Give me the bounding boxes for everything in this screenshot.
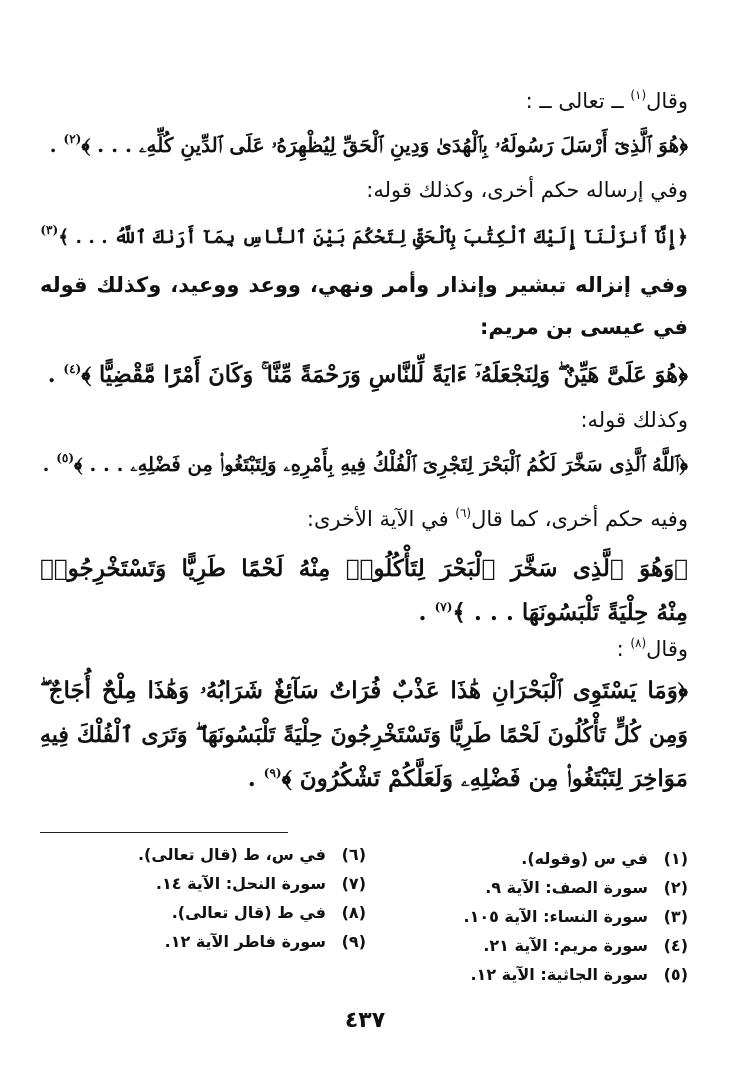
footnote-8: (٨)في ط (قال تعالى). xyxy=(171,903,366,922)
quran-verse-1: ﴿هُوَ ٱلَّذِىٓ أَرْسَلَ رَسُولَهُۥ بِٱلْهُدَىٰ وَدِينِ ٱلْحَقِّ لِيُظْهِرَهُۥ عَلَى ٱلدِّينِ كُلِّهِۦ . . . ﴾$^{(٢)}$ . xyxy=(49,132,688,157)
text-line-4: في عيسى بن مريم: xyxy=(479,315,688,339)
footnotes-right-column xyxy=(438,844,688,989)
text-line-5: وكذلك قوله: xyxy=(580,408,688,432)
text-line-6: وفيه حكم أخرى، كما قال$^{(٦)}$ في الآية الأخرى: xyxy=(306,506,688,531)
footnote-7: (٧)سورة النحل: الآية ١٤. xyxy=(155,874,366,893)
footnote-4: (٤)سورة مريم: الآية ٢١. xyxy=(483,936,688,955)
footnote-3: (٣)سورة النساء: الآية ١٠٥. xyxy=(463,907,688,926)
quran-verse-2: ﴿إِنَّآ أَنزَلْنَآ إِلَيْكَ ٱلْكِتَٰبَ بِٱلْحَقِّ لِتَحْكُمَ بَيْنَ ٱلنَّاسِ بِمَآ أَرَىٰكَ ٱللَّهُ . . . ﴾$^{(٣)}$ xyxy=(40,223,688,248)
quran-verse-3: ﴿هُوَ عَلَىَّ هَيِّنٌ ۖ وَلِنَجْعَلَهُۥٓ ءَايَةً لِّلنَّاسِ وَرَحْمَةً مِّنَّا ۚ وَكَانَ أَمْرًا مَّقْضِيًّا ﴾$^{(٤)}$ . xyxy=(47,362,688,388)
footnote-5: (٥)سورة الجاثية: الآية ١٢. xyxy=(470,965,688,984)
text-line-3: وفي إنزاله تبشير وإنذار وأمر ونهي، ووعد ووعيد، وكذلك قوله xyxy=(40,273,688,297)
text-line-7: وقال$^{(٨)}$ : xyxy=(616,636,688,661)
footnote-2: (٢)سورة الصف: الآية ٩. xyxy=(485,878,688,897)
page-number: ٤٣٧ xyxy=(344,1008,386,1033)
quran-verse-4: ﴿ٱللَّهُ ٱلَّذِى سَخَّرَ لَكُمُ ٱلْبَحْرَ لِتَجْرِىَ ٱلْفُلْكُ فِيهِ بِأَمْرِهِۦ وَلِتَبْتَغُوا۟ مِن فَضْلِهِۦ . . . ﴾$^{(٥)}$ . xyxy=(42,451,688,476)
text-line-1: وقال$^{(١)}$ ــ تعالى ــ : xyxy=(525,88,688,113)
quran-verse-5a: ﴿وَهُوَ ٱلَّذِى سَخَّرَ ٱلْبَحْرَ لِتَأْكُلُوا۟ مِنْهُ لَحْمًا طَرِيًّا وَتَسْتَخْرِجُوا۟ xyxy=(40,555,688,582)
footnote-1: (١)في س (وقوله). xyxy=(521,849,688,868)
footnote-6: (٦)في س، ط (قال تعالى). xyxy=(137,845,366,864)
quran-verse-5b: مِنْهُ حِلْيَةً تَلْبَسُونَهَا . . . ﴾$^{(٧)}$ . xyxy=(418,599,688,626)
quran-verse-6a: ﴿وَمَا يَسْتَوِى ٱلْبَحْرَانِ هَٰذَا عَذْبٌ فُرَاتٌ سَآئِغٌ شَرَابُهُۥ وَهَٰذَا مِلْحٌ أُجَاجٌ ۖ xyxy=(40,677,688,704)
footnotes-left-column xyxy=(126,840,366,956)
quran-verse-6c: مَوَاخِرَ لِتَبْتَغُوا۟ مِن فَضْلِهِۦ وَلَعَلَّكُمْ تَشْكُرُونَ ﴾$^{(٩)}$ . xyxy=(247,765,688,792)
footnote-9: (٩)سورة فاطر الآية ١٢. xyxy=(164,932,366,951)
quran-verse-6b: وَمِن كُلٍّ تَأْكُلُونَ لَحْمًا طَرِيًّا وَتَسْتَخْرِجُونَ حِلْيَةً تَلْبَسُونَهَا ۖ وَتَرَى ٱلْفُلْكَ فِيهِ xyxy=(40,722,688,748)
footnote-separator xyxy=(40,832,288,833)
text-line-2: وفي إرساله حكم أخرى، وكذلك قوله: xyxy=(366,178,688,202)
